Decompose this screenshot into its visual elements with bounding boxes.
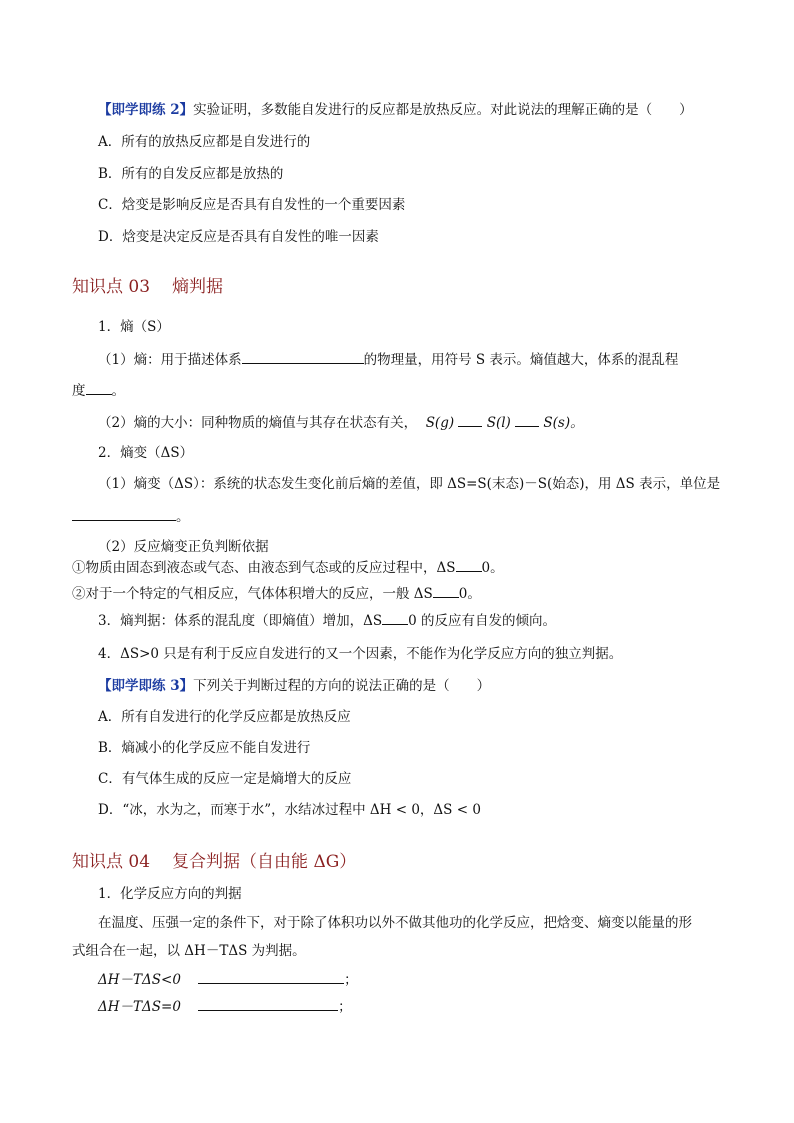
gibbs-p1: 在温度、压强一定的条件下，对于除了体积功以外不做其他功的化学反应，把焓变、熵变以能量的形 <box>98 915 692 931</box>
answer-blank <box>242 349 364 364</box>
gibbs-c2: ΔH－TΔS=0 <box>98 999 181 1015</box>
answer-blank <box>72 506 176 521</box>
practice2-stem: 实验证明，多数能自发进行的反应都是放热反应。对此说法的理解正确的是（ ） <box>193 102 693 118</box>
entropy-p8: 4．ΔS>0 只是有利于反应自发进行的又一个因素，不能作为化学反应方向的独立判据。 <box>98 646 623 662</box>
entropy-s-gas: S(g) <box>425 415 455 431</box>
section03-heading <box>72 276 223 298</box>
entropy-p1-b: 的物理量，用符号 S 表示。熵值越大，体系的混乱程 <box>363 352 679 368</box>
entropy-p3-line1: （1）熵变（ΔS）：系统的状态发生变化前后熵的差值，即 ΔS=S(末态)－S(始态)，用 ΔS 表示，单位是 <box>98 476 721 492</box>
answer-blank <box>456 557 482 572</box>
practice3-stem-line <box>98 676 490 696</box>
entropy-p1-d: 。 <box>111 383 125 399</box>
section04-title: 复合判据（自由能 ΔG） <box>172 852 357 872</box>
answer-blank <box>198 996 338 1011</box>
entropy-p6-a: ②对于一个特定的气相反应，气体体积增大的反应，一般 ΔS <box>72 586 433 602</box>
practice2-option-b: B．所有的自发反应都是放热的 <box>98 166 284 182</box>
entropy-item1: 1．熵（S） <box>98 319 170 335</box>
entropy-p2 <box>98 412 584 433</box>
practice2-tag: 【即学即练 2】 <box>98 102 194 118</box>
entropy-p1-line1 <box>98 349 678 370</box>
practice3-option-a: A．所有自发进行的化学反应都是放热反应 <box>98 709 351 725</box>
answer-blank <box>515 412 539 427</box>
semicolon: ； <box>344 972 358 988</box>
entropy-p3-b: 。 <box>176 509 190 525</box>
entropy-p1-line2 <box>72 380 125 401</box>
section04-number: 知识点 04 <box>72 852 151 872</box>
entropy-p7-a: 3．熵判据：体系的混乱度（即熵值）增加，ΔS <box>98 613 383 629</box>
gibbs-criterion-negative <box>98 969 358 990</box>
practice3-option-c: C．有气体生成的反应一定是熵增大的反应 <box>98 771 352 787</box>
answer-blank <box>198 969 344 984</box>
entropy-s-liquid: S(l) <box>486 415 511 431</box>
entropy-p7-b: 0 的反应有自发的倾向。 <box>408 613 556 629</box>
entropy-p5-a: ①物质由固态到液态或气态、由液态到气态或的反应过程中，ΔS <box>72 560 456 576</box>
section04-heading <box>72 851 356 873</box>
entropy-p3-line2 <box>72 506 190 527</box>
gibbs-criterion-zero <box>98 996 352 1017</box>
entropy-p5-b: 0。 <box>481 560 504 576</box>
entropy-p7 <box>98 610 556 631</box>
gibbs-p2: 式组合在一起，以 ΔH－TΔS 为判据。 <box>72 943 306 959</box>
section03-number: 知识点 03 <box>72 277 151 297</box>
gibbs-item1: 1．化学反应方向的判据 <box>98 886 242 902</box>
section03-title: 熵判据 <box>172 277 224 297</box>
entropy-s-solid: S(s)。 <box>543 415 584 431</box>
entropy-p6 <box>72 583 481 604</box>
answer-blank <box>433 583 459 598</box>
entropy-p6-b: 0。 <box>458 586 481 602</box>
entropy-p1-a: （1）熵：用于描述体系 <box>98 352 242 368</box>
practice2-option-d: D．焓变是决定反应是否具有自发性的唯一因素 <box>98 229 379 245</box>
answer-blank <box>86 380 112 395</box>
entropy-p2-a: （2）熵的大小：同种物质的熵值与其存在状态有关， <box>98 415 418 431</box>
semicolon: ； <box>338 999 352 1015</box>
answer-blank <box>458 412 482 427</box>
gibbs-c1: ΔH－TΔS<0 <box>98 972 181 988</box>
practice2-option-c: C．焓变是影响反应是否具有自发性的一个重要因素 <box>98 197 406 213</box>
entropy-p4: （2）反应熵变正负判断依据 <box>98 539 269 555</box>
practice3-option-b: B．熵减小的化学反应不能自发进行 <box>98 740 311 756</box>
entropy-p5 <box>72 557 504 578</box>
practice3-option-d: D．“冰，水为之，而寒于水”，水结冰过程中 ΔH < 0，ΔS < 0 <box>98 802 481 818</box>
practice2-option-a: A．所有的放热反应都是自发进行的 <box>98 134 311 150</box>
answer-blank <box>382 610 408 625</box>
practice2-stem-line <box>98 100 693 120</box>
practice3-stem: 下列关于判断过程的方向的说法正确的是（ ） <box>193 678 491 694</box>
practice3-tag: 【即学即练 3】 <box>98 678 194 694</box>
entropy-p1-c: 度 <box>72 383 86 399</box>
entropy-item2: 2．熵变（ΔS） <box>98 445 194 461</box>
